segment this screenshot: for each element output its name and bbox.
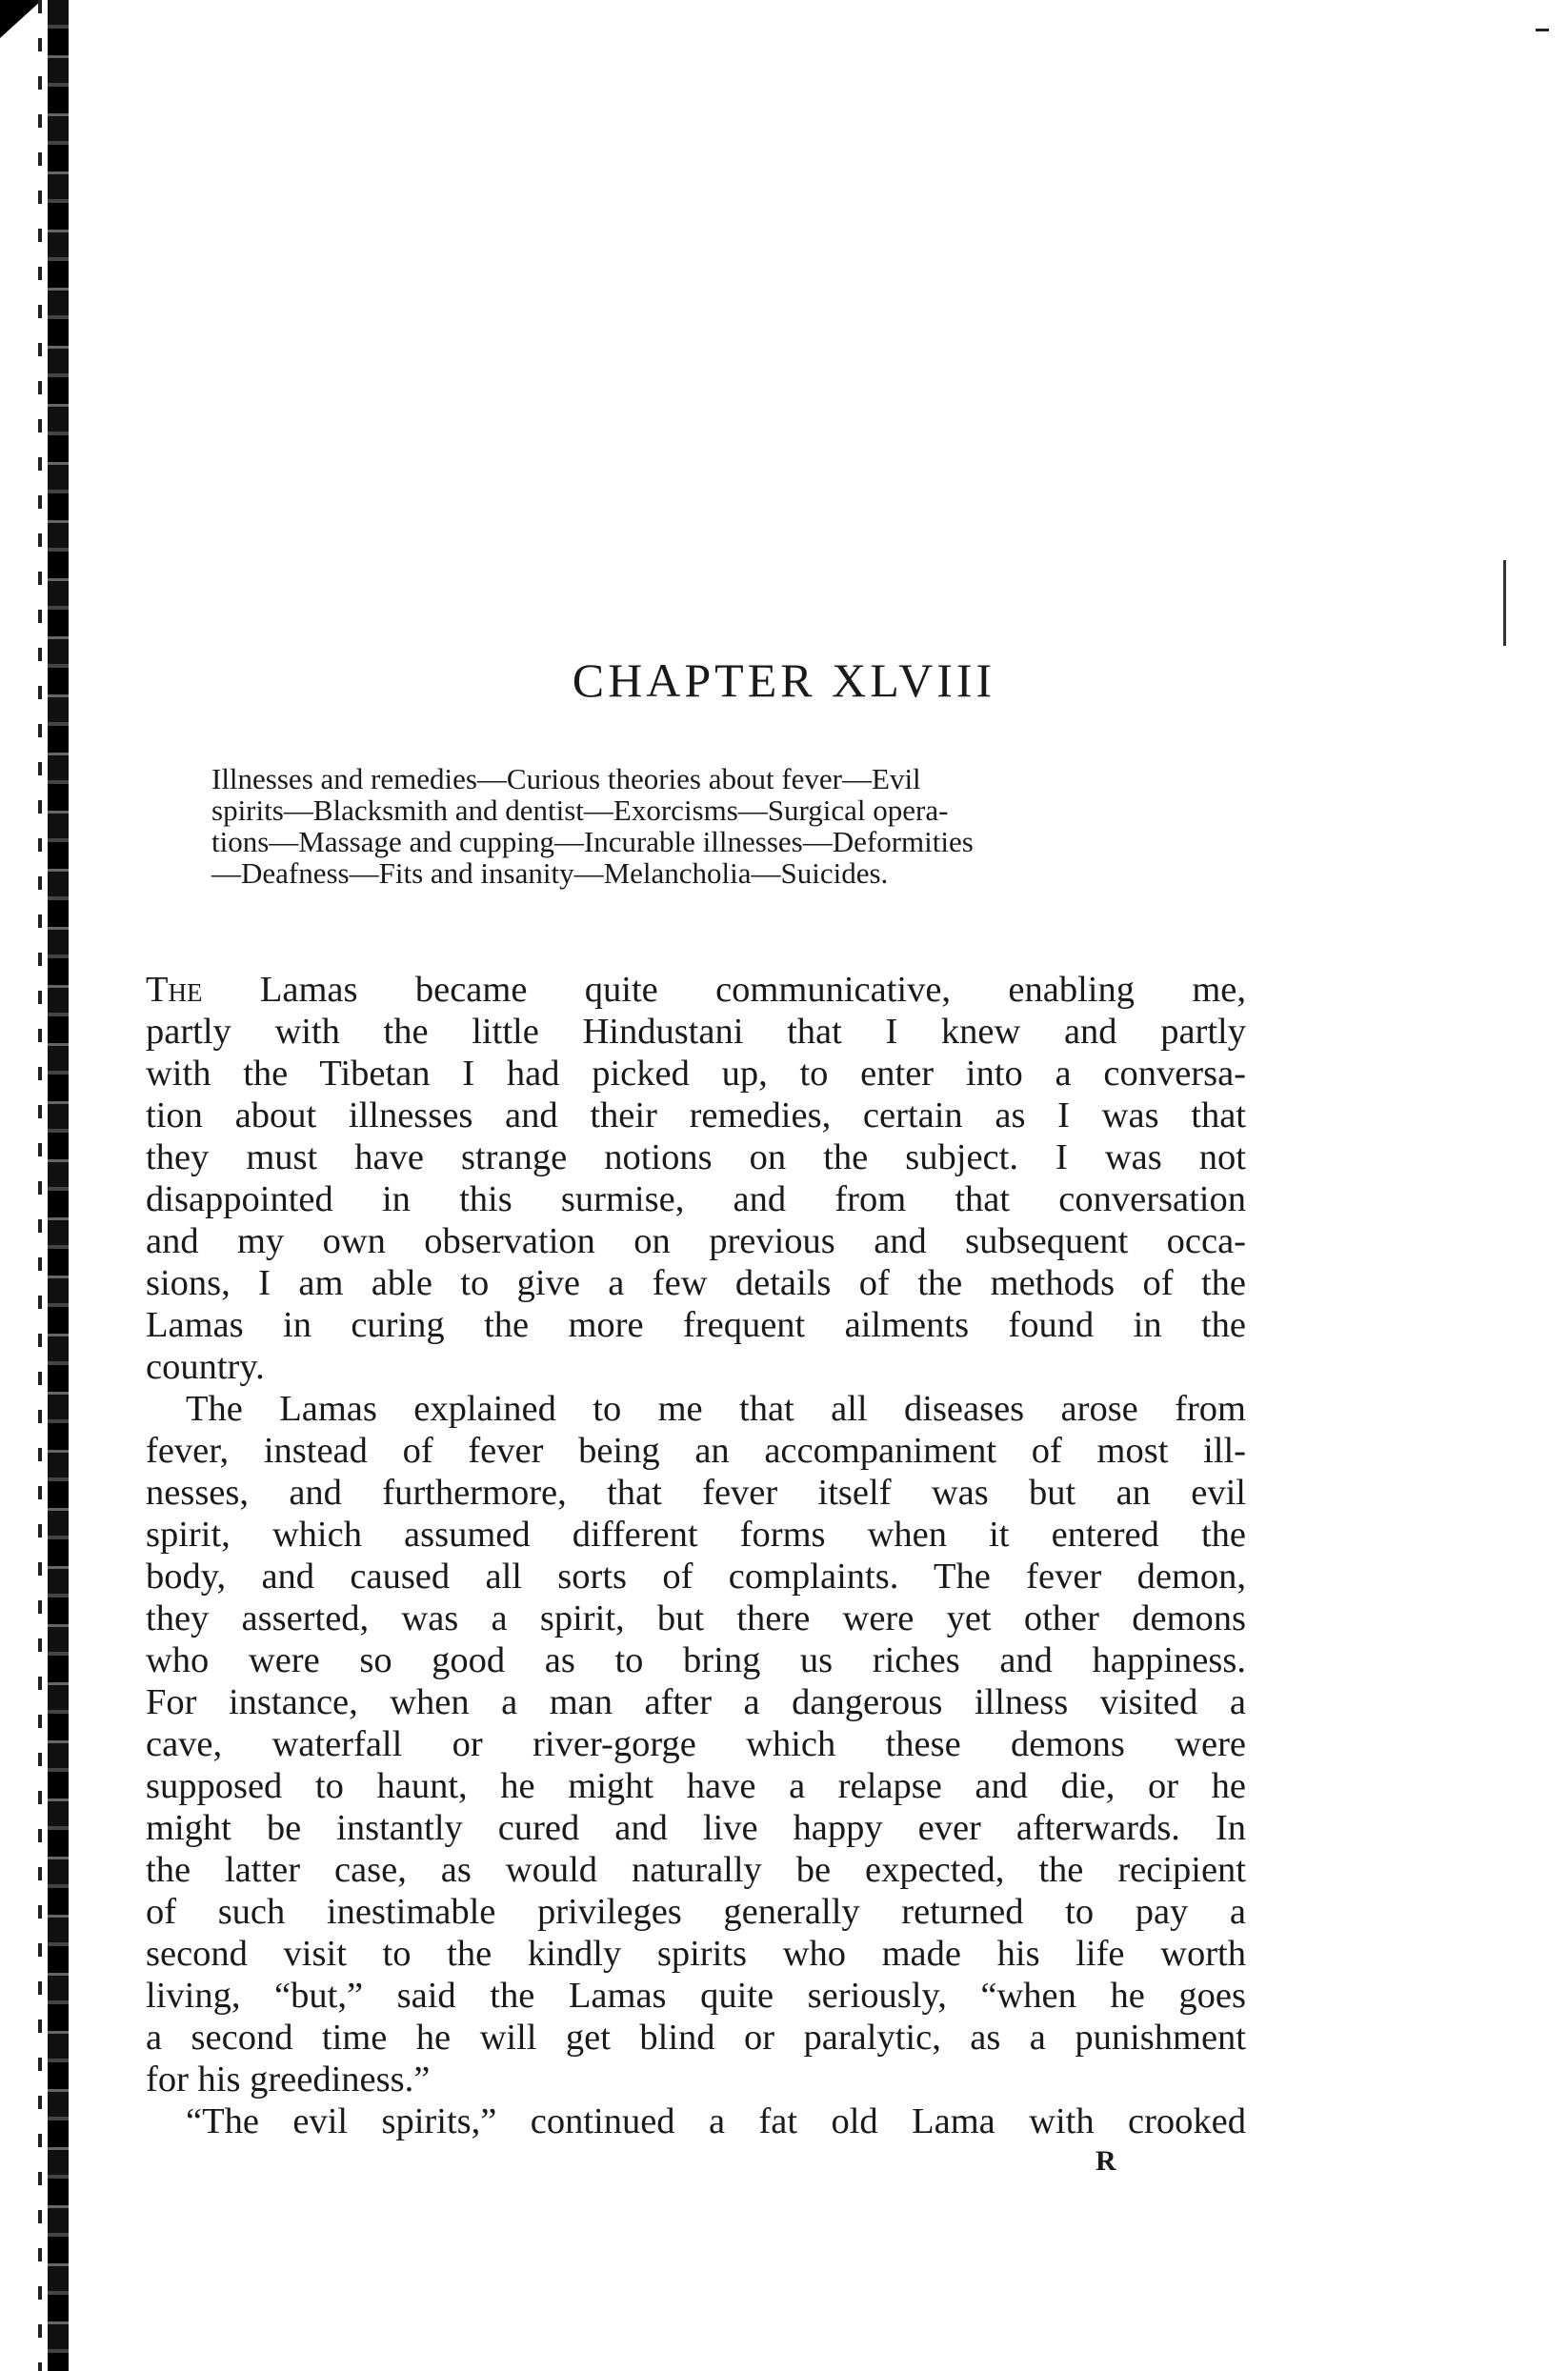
body-line: spirit, which assumed different forms when it entered the [146, 1515, 1246, 1555]
body-line: a second time he will get blind or paralytic, as a punishment [146, 2018, 1246, 2058]
scan-speck [1536, 29, 1549, 31]
body-line: country. [146, 1347, 265, 1387]
margin-mark [1503, 560, 1506, 646]
body-line: supposed to haunt, he might have a relapse and die, or he [146, 1766, 1246, 1806]
body-line: second visit to the kindly spirits who made his life worth [146, 1934, 1246, 1974]
summary-line: —Deafness—Fits and insanity—Melancholia—Suicides. [211, 856, 889, 890]
chapter-summary [211, 763, 1177, 889]
summary-line: tions—Massage and cupping—Incurable illnesses—Deformities [211, 825, 974, 858]
body-line: tion about illnesses and their remedies, certain as I was that [146, 1095, 1246, 1135]
body-line: nesses, and furthermore, that fever itself was but an evil [146, 1473, 1246, 1513]
body-line: with the Tibetan I had picked up, to enter into a conversa- [146, 1054, 1246, 1094]
body-line: for his greediness.” [146, 2060, 431, 2100]
body-line: they asserted, was a spirit, but there were yet other demons [146, 1598, 1246, 1638]
body-text [146, 969, 1246, 2142]
body-line: disappointed in this surmise, and from that conversation [146, 1179, 1246, 1219]
body-line: partly with the little Hindustani that I knew and partly [146, 1012, 1246, 1052]
body-line: might be instantly cured and live happy ever afterwards. In [146, 1808, 1246, 1848]
body-line: fever, instead of fever being an accompaniment of most ill- [146, 1431, 1246, 1471]
body-line: of such inestimable privileges generally returned to pay a [146, 1892, 1246, 1932]
body-line: The Lamas explained to me that all diseases arose from [186, 1389, 1246, 1429]
body-line: cave, waterfall or river-gorge which these demons were [146, 1724, 1246, 1764]
body-line: For instance, when a man after a dangerous illness visited a [146, 1682, 1246, 1722]
page-binding-edge [48, 0, 69, 2371]
summary-line: Illnesses and remedies—Curious theories about fever—Evil [211, 762, 921, 795]
body-line: the latter case, as would naturally be expected, the recipient [146, 1850, 1246, 1890]
body-line: sions, I am able to give a few details of the methods of the [146, 1263, 1246, 1303]
body-line-text: Lamas became quite communicative, enabling me, [202, 970, 1246, 1010]
summary-line: spirits—Blacksmith and dentist—Exorcisms—Surgical opera- [211, 794, 949, 827]
scan-corner-mark [0, 0, 42, 38]
chapter-title: CHAPTER XLVIII [572, 653, 996, 707]
body-line: living, “but,” said the Lamas quite seriously, “when he goes [146, 1976, 1246, 2016]
body-line [146, 969, 1246, 1011]
body-line: “The evil spirits,” continued a fat old Lama with crooked [186, 2101, 1246, 2141]
body-line: body, and caused all sorts of complaints. The fever demon, [146, 1557, 1246, 1597]
page-binding-shadow [38, 0, 42, 2371]
body-line: who were so good as to bring us riches and happiness. [146, 1640, 1246, 1680]
body-line: Lamas in curing the more frequent ailments found in the [146, 1305, 1246, 1345]
opening-word: The [146, 970, 203, 1010]
body-line: and my own observation on previous and subsequent occa- [146, 1221, 1246, 1261]
body-line: they must have strange notions on the subject. I was not [146, 1137, 1246, 1177]
signature-mark: R [1096, 2145, 1116, 2177]
